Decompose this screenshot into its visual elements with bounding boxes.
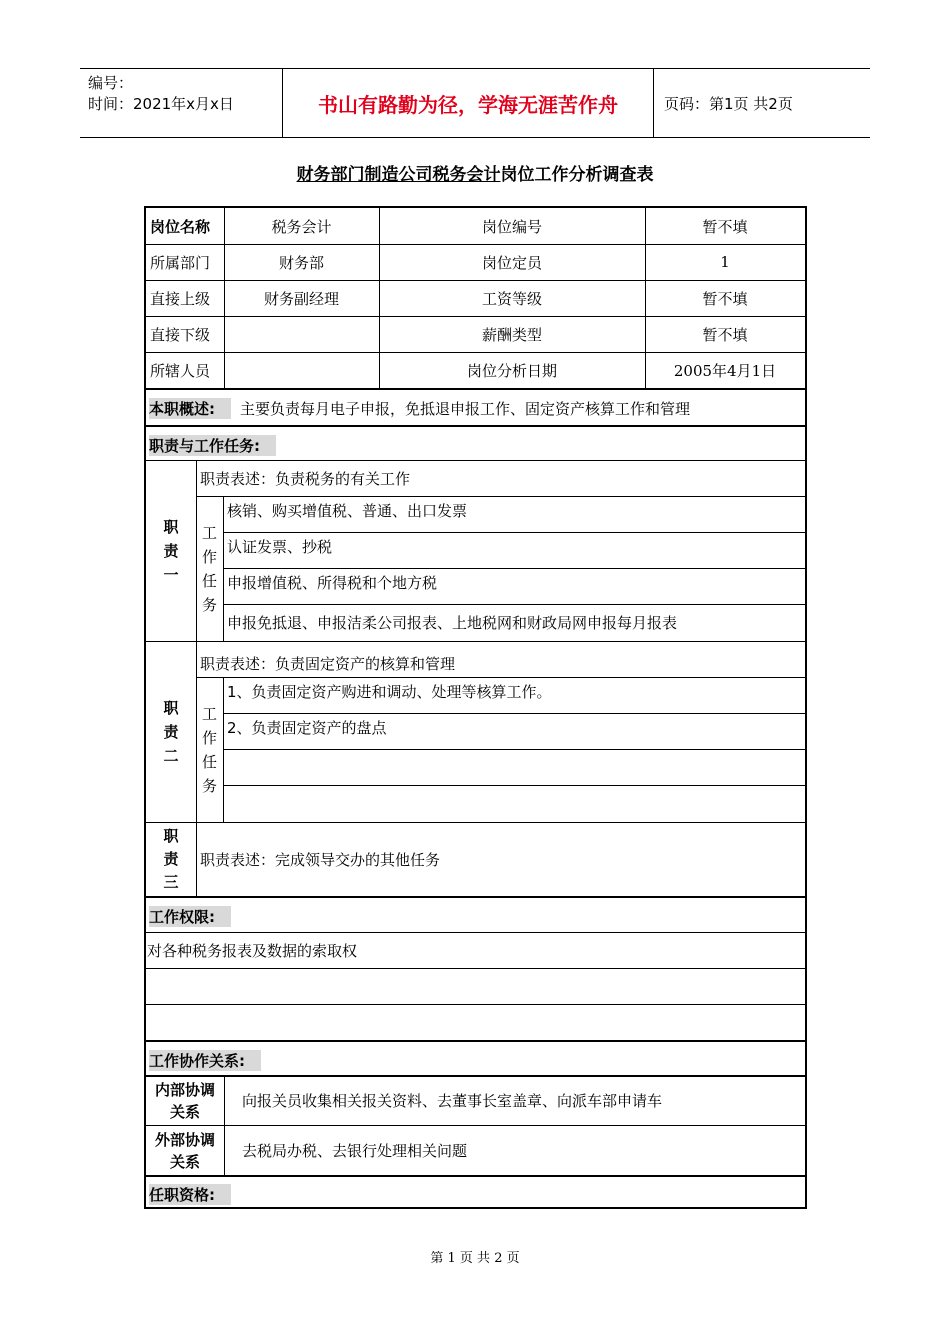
value-department: 财务部: [278, 253, 324, 272]
authority-item-1: 对各种税务报表及数据的索取权: [147, 941, 358, 960]
duty1-task-4: 申报免抵退、申报洁柔公司报表、上地税网和财政局网申报每月报表: [227, 613, 678, 632]
duty1-task-2: 认证发票、抄税: [227, 538, 333, 556]
analysis-form: [144, 206, 807, 1209]
duty2-task-3: [227, 749, 802, 785]
duty2-task-4: [227, 785, 802, 821]
value-pay-type: 暂不填: [702, 325, 748, 344]
summary-text: 主要负责每月电子申报，免抵退申报工作、固定资产核算工作和管理: [240, 399, 691, 418]
duty2-task-2: 2、负责固定资产的盘点: [227, 719, 387, 737]
header-meta: [80, 69, 282, 137]
duty1-task-label: 工 作 任 务: [201, 523, 217, 614]
duty2-task-label: 工 作 任 务: [201, 704, 217, 795]
value-headcount: 1: [720, 253, 730, 271]
duty1-task-3: 申报增值税、所得税和个地方税: [227, 574, 438, 592]
internal-collab-label: 内部协调关系: [154, 1080, 215, 1121]
duties-label: 职责与工作任务:: [146, 434, 276, 456]
header-motto: 书山有路勤为径，学海无涯苦作舟: [282, 69, 654, 137]
duty1-task-1: 核销、购买增值税、普通、出口发票: [227, 502, 468, 520]
duty1-label: 职 责 一: [163, 517, 179, 584]
label-salary-grade: 工资等级: [481, 289, 542, 308]
internal-collab-text: 向报关员收集相关报关资料、去董事长室盖章、向派车部申请车: [242, 1092, 663, 1110]
value-analysis-date: 2005年4月1日: [673, 361, 777, 380]
header-page-label: 页码：第1页 共2页: [664, 94, 793, 113]
duty2-label: 职 责 二: [163, 698, 179, 765]
duty3-desc: 职责表述：完成领导交办的其他任务: [200, 850, 441, 869]
value-direct-superior: 财务副经理: [263, 289, 339, 308]
duty2-task-1: 1、负责固定资产购进和调动、处理等核算工作。: [227, 683, 552, 701]
external-collab-text: 去税局办税、去银行处理相关问题: [242, 1142, 468, 1160]
duty3-label: 职 责 三: [163, 826, 179, 891]
authority-item-3: [147, 1004, 797, 1040]
qualification-label: 任职资格:: [146, 1183, 231, 1205]
page-header: [80, 68, 870, 138]
title-part2: 税务会计: [432, 165, 501, 185]
collab-label: 工作协作关系:: [146, 1049, 261, 1071]
authority-item-2: [147, 968, 797, 1004]
number-label: 编号：: [88, 74, 134, 92]
label-pay-type: 薪酬类型: [481, 325, 542, 344]
label-analysis-date: 岗位分析日期: [466, 361, 557, 380]
value-salary-grade: 暂不填: [702, 289, 748, 308]
value-position-number: 暂不填: [702, 217, 748, 236]
label-direct-superior: 直接上级: [150, 289, 211, 308]
time-label: 时间：2021年x月x日: [88, 95, 234, 113]
external-collab-label: 外部协调关系: [154, 1130, 215, 1171]
label-headcount: 岗位定员: [481, 253, 542, 272]
value-position-name: 税务会计: [271, 217, 332, 236]
value-direct-subordinate: [224, 316, 379, 352]
document-title: [0, 160, 950, 185]
duty2-desc: 职责表述：负责固定资产的核算和管理: [200, 654, 456, 673]
label-staff: 所辖人员: [150, 361, 211, 380]
title-part3: 岗位工作分析调查表: [500, 165, 654, 185]
value-staff: [224, 352, 379, 388]
label-department: 所属部门: [150, 253, 211, 272]
duty1-desc: 职责表述：负责税务的有关工作: [200, 469, 411, 488]
authority-label: 工作权限:: [146, 905, 231, 927]
label-position-number: 岗位编号: [481, 217, 542, 236]
page-footer: 第 1 页 共 2 页: [430, 1251, 520, 1266]
label-position-name: 岗位名称: [150, 217, 211, 236]
label-direct-subordinate: 直接下级: [150, 325, 211, 344]
summary-label: 本职概述:: [146, 397, 231, 419]
title-part1: 财务部门制造公司: [296, 165, 433, 185]
